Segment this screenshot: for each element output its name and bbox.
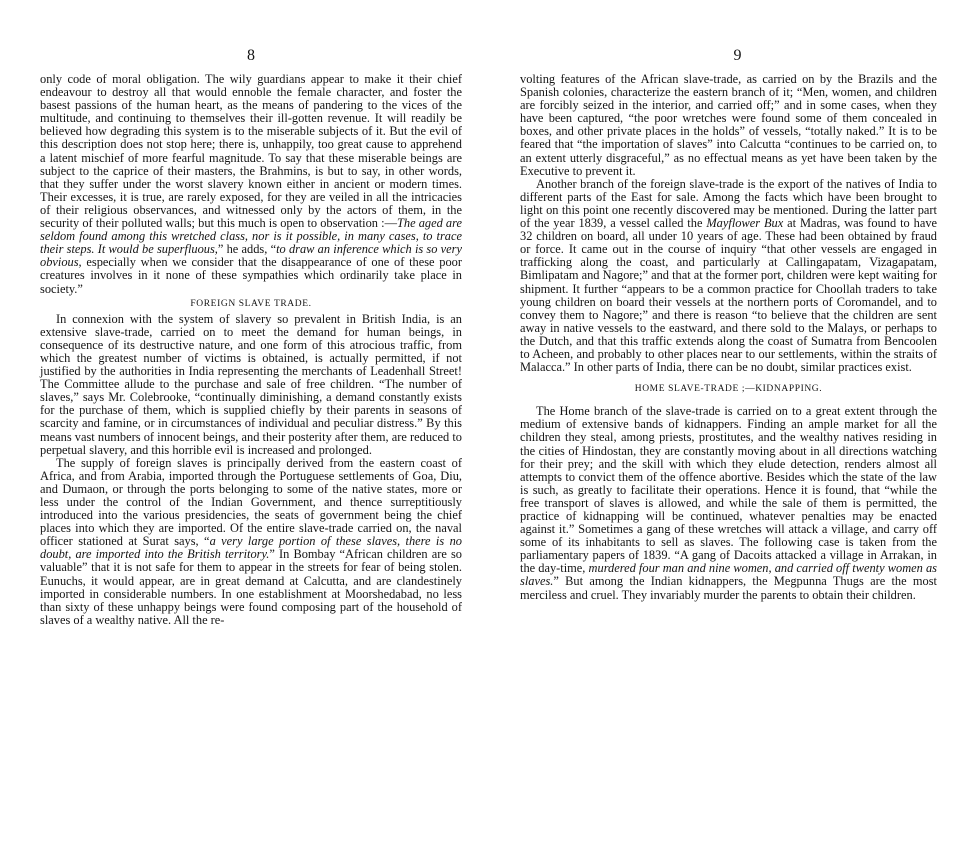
left-paragraph-3-quote: a very large portion of these slaves, there is no doubt, are imported into the British territory.: [40, 534, 462, 562]
left-paragraph-1-text-2: ” he adds, “: [217, 242, 277, 257]
right-paragraph-3-text-2: ” But among the Indian kidnappers, the Megpunna Thugs are the most merciless and cruel. They invariably murder the parents to obtain their children.: [520, 574, 937, 602]
left-paragraph-1-text-3: especially when we consider that the disappearance of one of these poor creatures involves in it none of these sympathies which ordinarily take place in society.”: [40, 255, 462, 296]
page-number-left: 8: [247, 47, 255, 64]
left-paragraph-2: In connexion with the system of slavery so prevalent in British India, is an extensive slave-trade, carried on to meet the demand for human beings, in consequence of its destructive nature, and one form of this atrocious traffic, from which the greatest number of victims is obtained, is actually permitted, if not justified by the authorities in India representing the merchants of Leadenhall Street! The Committee allude to the purchase and sale of free children. “The number of slaves,” says Mr. Colebrooke, “continually diminishing, a demand constantly exists for the purchase of them, which is supplied chiefly by their parents in seasons of scarcity and famine, or in circumstances of individual and peculiar distress.” By this means vast numbers of innocent beings, and their posterity after them, are reduced to perpetual slavery, and this horrible evil is increased and prolonged.: [40, 311, 462, 457]
left-paragraph-1: [40, 73, 462, 296]
left-paragraph-1-quote-2: to draw an inference which is so very obvious,: [40, 242, 462, 270]
heading-foreign-slave-trade: FOREIGN SLAVE TRADE.: [190, 298, 312, 309]
right-paragraph-3: [520, 405, 937, 601]
left-paragraph-3: [40, 457, 462, 627]
left-paragraph-3-text-2: ” In Bombay “African children are so valuable” that it is not safe for them to appear in the streets for fear of being stolen. Eunuchs, it would appear, are in great demand at Calcutta, and are clandestinely imported in considerable numbers. In one establishment at Moorshedabad, no less than sixty of these unhappy beings were found composing part of the household of slaves of a wealthy native. All the re-: [40, 547, 462, 627]
right-page: [520, 0, 937, 848]
left-paragraph-3-text: The supply of foreign slaves is principally derived from the eastern coast of Africa, and from Arabia, imported through the Portuguese settlements of Goa, Diu, and Dumaon, or through the ports belonging to some of the native states, more or less under the control of the Indian Government, and thence surreptitiously introduced into the various presidencies, the seats of government being the chief places into which they are imported. Of the entire slave-trade carried on, the naval officer stationed at Surat says, “: [40, 455, 462, 549]
ship-name: Mayflower Bux: [706, 216, 784, 231]
right-paragraph-2: [520, 178, 937, 374]
right-paragraph-2-text: Another branch of the foreign slave-trade is the export of the natives of India to different parts of the East for sale. Among the facts which have been brought to light on this point one recently discovered may be mentioned. During the latter part of the year 1839, a vessel called the: [520, 176, 937, 231]
right-paragraph-2-text-2: at Madras, was found to have 32 children on board, all under 10 years of age. These had been obtained by fraud or force. It came out in the course of inquiry “that other vessels are engaged in trafficking along the coast, and particularly at Callingapatam, Vizagapatam, Bimlipatam and Nagore;” and that at the former port, children were kept waiting for shipment. It further “appears to be a common practice for Choollah traders to take young children on board their vessels at the northern ports of Coromandel, and to convey them to Nagore;” and there is reason “to believe that the children are sent away in native vessels to the eastward, and there sold to the Malays, or perhaps to the Dutch, and that this traffic extends along the coast of Sumatra from Bencoolen to Acheen, and probably to other places near to our settlements, within the straits of Malacca.” In other parts of India, there can be no doubt, similar practices exist.: [520, 216, 938, 375]
right-paragraph-3-quote: murdered four man and nine women, and carried off twenty women as slaves.: [520, 561, 937, 589]
heading-home-slave-trade: HOME SLAVE-TRADE ;—KIDNAPPING.: [634, 384, 823, 395]
left-paragraph-1-quote: The aged are seldom found among this wretched class, nor is it possible, in many cases, to trace their steps. It would be superfluous,: [40, 216, 462, 257]
page-number-right: 9: [733, 47, 742, 64]
left-page: [40, 0, 462, 848]
left-paragraph-1-text: only code of moral obligation. The wily guardians appear to make it their chief endeavour to destroy all that would ennoble the female character, and foster the basest passions of the human heart, as the means of pandering to the vices of the multitude, and continuing to themselves their ill-gotten revenue. It will readily be believed how degrading this system is to the miserable subjects of it. But the evil of this description does not stop here; there is, unhappily, too great cause to apprehend a latent mischief of more fearful magnitude. To say that these miserable beings are subject to the caprice of their masters, the Brahmins, is but to say, in other words, that they suffer under the worst slavery known either in ancient or modern times. Their excesses, it is true, are rarely exposed, for they are veiled in all the intricacies of their religious observances, and witnessed only by the actors of them, in the security of their polluted walls; but this much is open to observation :—: [40, 72, 462, 231]
right-paragraph-3-text: The Home branch of the slave-trade is carried on to a great extent through the medium of extensive bands of kidnappers. Finding an ample market for all the children they steal, among priests, prostitutes, and the wealthy natives residing in the cities of Hindostan, they are constantly moving about in all directions watching for their prey; and the skill with which they elude detection, renders almost all attempts to convict them of the offence abortive. Besides which the state of the law is such, as greatly to facilitate their operations. Hence it is found, that “while the free transport of slaves is allowed, and while the sale of them is permitted, the practice of kidnapping will be continued, whatever penalties may be enacted against it.” Sometimes a gang of these wretches will attack a village, and carry off some of its inhabitants to sell as slaves. The following case is taken from the parliamentary papers of 1839. “A gang of Dacoits attacked a village in Arrakan, in the day-time,: [520, 404, 937, 576]
right-paragraph-1: volting features of the African slave-trade, as carried on by the Brazils and the Spanish colonies, characterize the eastern branch of it; “Men, women, and children are forcibly seized in the interior, and carried off;” and in some cases, when they have been captured, “the poor wretches were found some of them concealed in boxes, and other private places in the holds” of vessels, “totally naked.” It is to be feared that “the importation of slaves” into Calcutta “continues to be carried on, to an extent utterly disgraceful,” as no effectual means as yet have been taken by the Executive to prevent it.: [520, 72, 937, 178]
